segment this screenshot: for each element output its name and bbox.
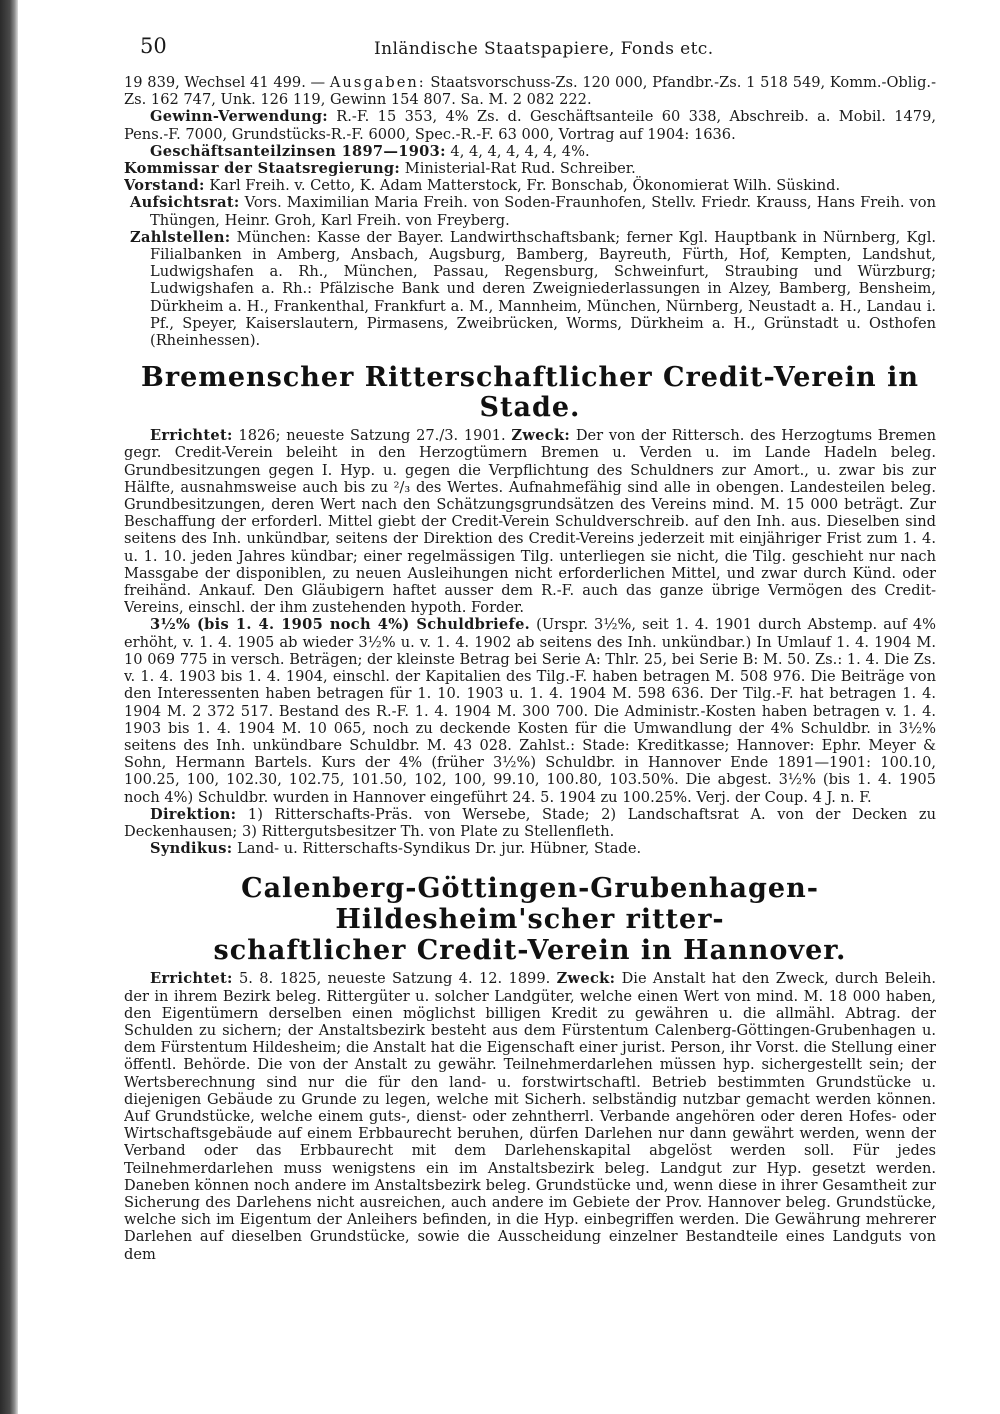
calenberg-heading-line1: Calenberg-Göttingen-Grubenhagen-Hildesheim'scher ritter- [241,873,819,936]
vorstand: Vorstand: Karl Freih. v. Cetto, K. Adam Matterstock, Fr. Bonschab, Ökonomierat Wilh. Süskind. [124,177,841,195]
bremen-errichtet-zweck: Errichtet: 1826; neueste Satzung 27./3. 1901. Zweck: Der von der Rittersch. des Herzogtums Bremen gegr. Credit-Verein beleiht in den Herzogtümern Bremen u. Verden u. im Lande Hadeln beleg. Grundbesitzungen gegen I. Hyp. u. gegen die Verpflichtung des Schuldners zur Amort., u. zwar bis zur Hälfte, ausnahmsweise auch bis zu ²/₃ des Wertes. Aufnahmefähig sind alle in obengen. Landesteilen beleg. Grundbesitzungen, deren Wert nach den Schätzungsgrundsätzen des Vereins mind. M. 15 000 beträgt. Zur Beschaffung der erforderl. Mittel giebt der Credit-Verein Schuldverschreib. auf den Inh. aus. Dieselben sind seitens des Inh. unkündbar, seitens der Direktion des Credit-Vereins jederzeit mit einjähriger Frist zum 1. 4. u. 1. 10. jeden Jahres kündbar; einer regelmässigen Tilg. unterliegen sie nicht, die Tilg. geschieht nur nach Massgabe der disponiblen, zu neuen Ausleihungen nicht erforderlichen Mittel, und zwar durch Künd. oder freihänd. Ankauf. Den Gläubigern haftet ausser dem R.-F. auch das ganze übrige Vermögen des Credit-Vereins, einschl. der ihm zustehenden hypoth. Forder. [124,427,936,617]
errichtet-label: Errichtet: [150,427,233,445]
document-page [124,34,936,1404]
ausgaben-paragraph: 19 839, Wechsel 41 499. — Ausgaben: Staatsvorschuss-Zs. 120 000, Pfandbr.-Zs. 1 518 549, Komm.-Oblig.-Zs. 162 747, Unk. 126 119, Gewinn 154 807. Sa. M. 2 082 222. [124,74,936,109]
aufsichtsrat: Aufsichtsrat: Vors. Maximilian Maria Freih. von Soden-Fraunhofen, Stellv. Friedr. Krauss, Hans Freih. von Thüngen, Heinr. Groh, Karl Freih. von Freyberg. [130,194,936,229]
bremen-syndikus: Syndikus: Land- u. Ritterschafts-Syndikus Dr. jur. Hübner, Stade. [150,840,642,858]
geschaeftsanteilzinsen: Geschäftsanteilzinsen 1897—1903: 4, 4, 4, 4, 4, 4, 4%. [150,142,590,160]
previous-entry [124,74,936,349]
vorstand-label: Vorstand: [124,177,205,195]
kommissar-label: Kommissar der Staatsregierung: [124,160,401,178]
zweck-label: Zweck: [556,970,616,988]
page-number: 50 [140,34,167,58]
section-heading-bremen: Bremenscher Ritterschaftlicher Credit-Verein in Stade. [141,362,919,424]
calenberg-entry [124,970,936,1262]
zahlstellen-label: Zahlstellen: [130,228,231,246]
running-title: Inländische Staatspapiere, Fonds etc. [374,39,714,59]
bremen-schuldbriefe: 3½% (bis 1. 4. 1905 noch 4%) Schuldbriefe. (Urspr. 3½%, seit 1. 4. 1901 durch Abstemp. auf 4% erhöht, v. 1. 4. 1905 ab wieder 3½% u. v. 1. 4. 1902 ab seitens des Inh. unkündbar.) In Umlauf 1. 4. 1904 M. 10 069 775 in versch. Beträgen; der kleinste Betrag bei Serie A: Thlr. 25, bei Serie B: M. 50. Zs.: 1. 4. Die Zs. v. 1. 4. 1903 bis 1. 4. 1904, einschl. der Kapitalien des Tilg.-F. haben betragen M. 508 976. Die Beiträge von den Interessenten haben betragen für 1. 10. 1903 u. 1. 4. 1904 M. 598 636. Der Tilg.-F. hat betragen 1. 4. 1904 M. 2 372 517. Bestand des R.-F. 1. 4. 1904 M. 300 700. Die Administr.-Kosten haben betragen v. 1. 4. 1903 bis 1. 4. 1904 M. 10 065, noch zu deckende Kosten für die Umwandlung der 4% Schuldbr. in 3½% seitens des Inh. unkündbare Schuldbr. M. 43 028. Zahlst.: Stade: Kreditkasse; Hannover: Ephr. Meyer & Sohn, Hermann Bartels. Kurs der 4% (früher 3½%) Schuldbr. in Hannover Ende 1891—1901: 100.10, 100.25, 100, 102.30, 102.75, 101.50, 102, 100, 99.10, 100.80, 103.50%. Die abgest. 3½% (bis 1. 4. 1905 noch 4%) Schuldbr. wurden in Hannover eingeführt 24. 5. 1904 zu 100.25%. Verj. der Coup. 4 J. n. F. [124,616,936,806]
zinsen-label: Geschäftsanteilzinsen 1897—1903: [150,142,446,160]
zahlstellen: Zahlstellen: München: Kasse der Bayer. Landwirthschaftsbank; ferner Kgl. Hauptbank in Nürnberg, Kgl. Filialbanken in Amberg, Ansbach, Augsburg, Bamberg, Bayreuth, Fürth, Hof, Kempten, Landshut, Ludwigshafen a. Rh., München, Passau, Regensburg, Schweinfurt, Straubing und Würzburg; Ludwigshafen a. Rh.: Pfälzische Bank und deren Zweigniederlassungen in Alzey, Bamberg, Bensheim, Dürkheim a. H., Frankenthal, Frankfurt a. M., Mannheim, München, Nürnberg, Neustadt a. H., Landau i. Pf., Speyer, Kaiserslautern, Pirmasens, Zweibrücken, Worms, Dürkheim a. H., Grünstadt u. Osthofen (Rheinhessen). [130,228,936,350]
calenberg-errichtet-zweck: Errichtet: 5. 8. 1825, neueste Satzung 4. 12. 1899. Zweck: Die Anstalt hat den Zweck, durch Beleih. der in ihrem Bezirk beleg. Rittergüter u. solcher Landgüter, welche einen Wert von mind. M. 18 000 haben, den Eigentümern derselben einen möglichst billigen Kredit zu gewähren u. die allmähl. Abtrag. der Schulden zu sichern; der Anstaltsbezirk besteht aus dem Fürstentum Calenberg-Göttingen-Grubenhagen u. dem Fürstentum Hildesheim; die Anstalt hat die Eigenschaft einer jurist. Person, ihr Vorst. die Stellung einer öffentl. Behörde. Die von der Anstalt zu gewähr. Teilnehmerdarlehen müssen hyp. sichergestellt sein; der Wertsberechnung sind nur die für den land- u. forstwirtschaftl. Betrieb bestimmten Grundstücke u. diejenigen Gebäude zu Grunde zu legen, welche mit Sicherh. selbständig nutzbar gemacht werden können. Auf Grundstücke, welche einem guts-, dienst- oder zehntherrl. Verbande angehören oder deren Hofes- oder Wirtschaftsgebäude auf einem Erbbaurecht beruhen, dürfen Darlehen nur dann gewährt werden, wenn der Verband oder das Erbbaurecht mit dem Darlehenskapital abgelöst werden soll. Für jedes Teilnehmerdarlehen muss wenigstens ein im Anstaltsbezirk beleg. Landgut zur Hyp. gesetzt werden. Daneben können noch andere im Anstaltsbezirk beleg. Grundstücke und, wenn diese in ihrer Gesamtheit zur Sicherung des Darlehens nicht ausreichen, auch andere im Gebiete der Prov. Hannover beleg. Grundstücke, welche sich im Eigentum der Anleihers befinden, in die Hyp. einbegriffen werden. Die Gewährung mehrerer Darlehen auf dieselben Grundstücke, sowie die Ausscheidung einzelner Bestandteile eines Landguts von dem [124,970,936,1263]
book-spine-shadow [0,0,18,1414]
errichtet-label: Errichtet: [150,970,233,988]
syndikus-label: Syndikus: [150,840,233,858]
bremen-entry [124,427,936,857]
direktion-label: Direktion: [150,805,237,823]
bond-label: 3½% (bis 1. 4. 1905 noch 4%) Schuldbriefe. [150,616,531,634]
zweck-label: Zweck: [511,427,571,445]
section-heading-calenberg [124,873,936,966]
gewinn-verwendung: Gewinn-Verwendung: R.-F. 15 353, 4% Zs. d. Geschäftsanteile 60 338, Abschreib. a. Mobil. 1479, Pens.-F. 7000, Grundstücks-R.-F. 6000, Spec.-R.-F. 63 000, Vortrag auf 1904: 1636. [124,108,936,143]
running-head [124,34,936,74]
ausgaben-label: Ausgaben: [329,74,426,91]
aufsichtsrat-label: Aufsichtsrat: [130,194,240,212]
gewinn-label: Gewinn-Verwendung: [150,108,328,126]
kommissar: Kommissar der Staatsregierung: Ministerial-Rat Rud. Schreiber. [124,160,636,178]
calenberg-heading-line2: schaftlicher Credit-Verein in Hannover. [213,935,847,967]
bremen-direktion: Direktion: 1) Ritterschafts-Präs. von Wersebe, Stade; 2) Landschaftsrat A. von der Decken zu Deckenhausen; 3) Rittergutsbesitzer Th. von Plate zu Stellenfleth. [124,805,936,840]
